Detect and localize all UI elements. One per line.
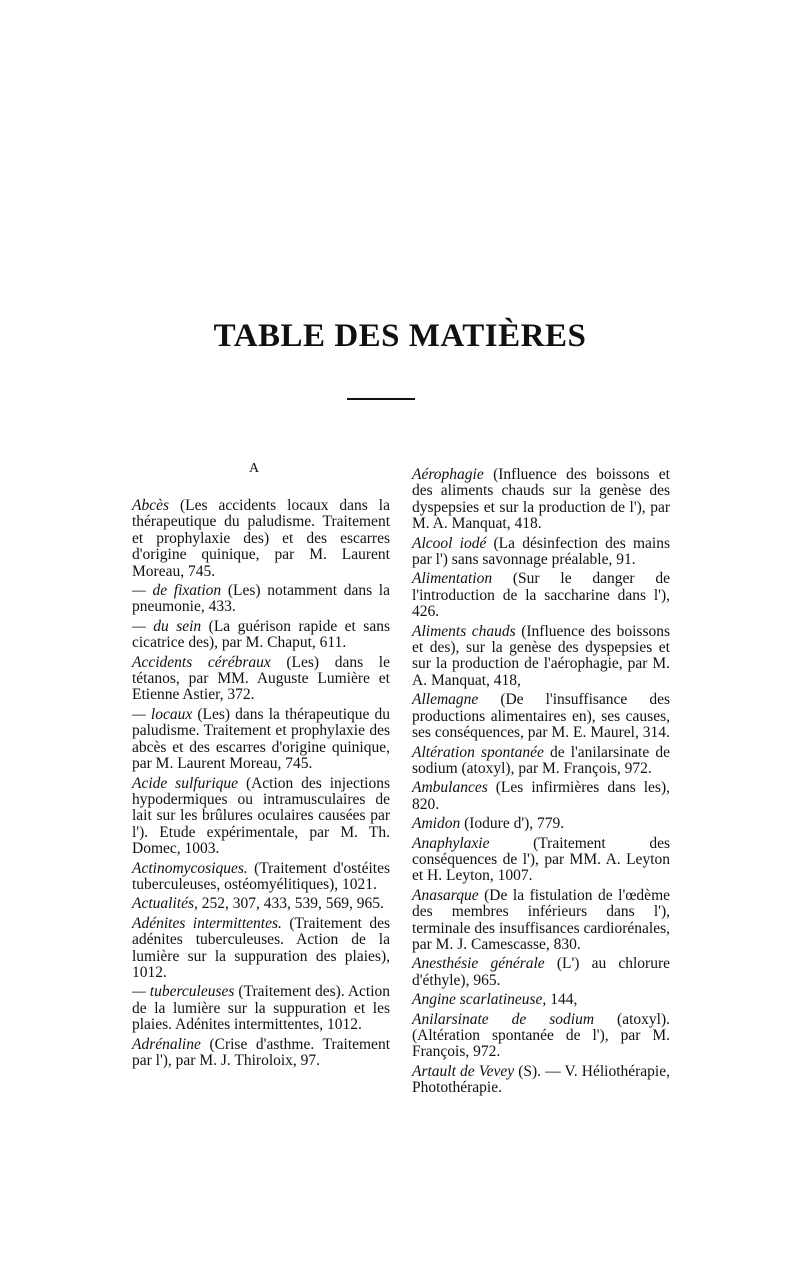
entry-text: (S). — V. Héliothérapie, Photothérapie.	[412, 1062, 670, 1097]
index-entry	[132, 619, 390, 652]
index-entry	[412, 571, 670, 620]
index-entry	[132, 984, 390, 1033]
entry-heading: Aérophagie	[412, 466, 484, 483]
entry-heading: Amidon	[412, 815, 461, 833]
entry-heading: — tuberculeuses	[132, 983, 235, 1001]
entry-text: (Influence des boissons et des aliments chauds sur la genèse des dyspepsies et sur la production de l'), par M. A. Manquat, 418.	[412, 466, 670, 533]
entry-text: (Les) dans la thérapeutique du paludisme. Traitement et prophylaxie des abcès et des escarres d'origine quinique, par M. Laurent Moreau, 745.	[132, 705, 390, 773]
entry-heading: Accidents cérébraux	[132, 653, 271, 671]
entry-heading: Anaphylaxie	[412, 834, 490, 852]
entry-text: (Traitement des). Action de la lumière sur la suppuration et les plaies. Adénites intermittentes, 1012.	[132, 983, 391, 1034]
index-entry	[412, 624, 670, 690]
entry-heading: Actualités,	[132, 895, 198, 913]
index-entry	[412, 780, 670, 813]
entry-text: 144,	[546, 991, 578, 1009]
index-entry	[132, 1037, 390, 1070]
entry-text: (atoxyl). (Altération spontanée de l'), par M. François, 972.	[412, 1010, 670, 1061]
index-entry	[412, 992, 670, 1008]
entry-text: (Les) dans le tétanos, par MM. Auguste Lumière et Etienne Astier, 372.	[132, 653, 390, 704]
index-entry	[132, 776, 390, 858]
entry-text: (Action des injections hypodermiques ou intramusculaires de lait sur les brûlures oculaires causées par l'). Etude expérimentale, par M. Th. Domec, 1003.	[132, 774, 390, 858]
entry-text: (De l'insuffisance des productions alimentaires en), ses causes, ses conséquences, par M. E. Maurel, 314.	[412, 691, 670, 742]
entry-text: (Les) notamment dans la pneumonie, 433.	[132, 582, 390, 616]
entry-text: (Influence des boissons et des), sur la genèse des dyspepsies et sur la production de l'aérophagie, par M. A. Manquat, 418,	[412, 622, 671, 689]
entry-heading: Alimentation	[412, 570, 493, 588]
entry-heading: Actinomycosiques.	[132, 859, 248, 877]
entry-text: (Traitement des adénites tuberculeuses. Action de la lumière sur la suppuration des plaies), 1012.	[132, 914, 391, 981]
entry-heading: Angine scarlatineuse,	[412, 991, 547, 1009]
index-entry	[132, 583, 390, 616]
entry-heading: Alcool iodé	[412, 534, 487, 552]
entry-heading: Anasarque	[412, 886, 479, 904]
entry-heading: Adénites intermittentes.	[132, 914, 282, 932]
entry-text: (Sur le danger de l'introduction de la saccharine dans l'), 426.	[412, 570, 670, 621]
entry-text: (L') au chlorure d'éthyle), 965.	[412, 955, 670, 989]
index-entry	[412, 745, 670, 778]
entry-heading: — locaux	[132, 705, 193, 723]
entry-text: (De la fistulation de l'œdème des membres inférieurs dans l'), terminale des insuffisances cardiorénales, par M. J. Camescasse, 830.	[412, 886, 670, 953]
entry-text: (Crise d'asthme. Traitement par l'), par M. J. Thiroloix, 97.	[132, 1035, 390, 1069]
entry-text: (Traitement des conséquences de l'), par MM. A. Leyton et H. Leyton, 1007.	[412, 834, 670, 885]
entry-heading: Adrénaline	[132, 1035, 201, 1053]
entry-text: (Les accidents locaux dans la thérapeutique du paludisme. Traitement et prophylaxie des) et des escarres d'origine quinique, par M. Laurent Moreau, 745.	[132, 497, 390, 580]
entry-heading: — du sein	[132, 617, 202, 635]
entry-heading: Abcès	[132, 497, 170, 514]
entry-text: (La désinfection des mains par l') sans savonnage préalable, 91.	[412, 534, 670, 569]
entry-heading: Allemagne	[412, 691, 479, 709]
index-entry	[412, 467, 670, 533]
index-entry	[132, 498, 390, 580]
entry-heading: Altération spontanée	[412, 743, 544, 761]
section-letter: A	[249, 461, 260, 476]
index-entry	[132, 861, 390, 894]
index-entry	[132, 707, 390, 773]
entry-text: de l'anilarsinate de sodium (atoxyl), par M. François, 972.	[412, 743, 670, 777]
entry-text: (Traitement d'ostéites tuberculeuses, ostéomyélitiques), 1021.	[132, 859, 390, 893]
entry-heading: Artault de Vevey	[412, 1062, 515, 1080]
index-entry	[412, 888, 670, 954]
entry-text: (Iodure d'), 779.	[460, 815, 565, 833]
index-entry	[412, 536, 670, 569]
index-entry	[412, 1012, 670, 1061]
index-entry	[412, 956, 670, 989]
entry-text: 252, 307, 433, 539, 569, 965.	[197, 895, 384, 913]
index-entry	[412, 692, 670, 741]
entry-heading: Anesthésie générale	[412, 955, 545, 973]
page-title: TABLE DES MATIÈRES	[213, 318, 587, 354]
entry-heading: Aliments chauds	[412, 622, 516, 640]
index-entry	[132, 916, 390, 982]
entry-heading: — de fixation	[132, 582, 222, 600]
right-column	[412, 467, 670, 1100]
entry-text: (Les infirmières dans les), 820.	[412, 779, 670, 813]
left-column	[132, 498, 390, 1072]
index-entry	[412, 1064, 670, 1097]
entry-heading: Anilarsinate de sodium	[412, 1010, 595, 1028]
entry-heading: Ambulances	[412, 779, 488, 797]
entry-heading: Acide sulfurique	[132, 774, 239, 792]
index-entry	[132, 655, 390, 704]
index-entry	[412, 836, 670, 885]
title-rule	[347, 398, 415, 400]
index-entry	[412, 816, 670, 832]
entry-text: (La guérison rapide et sans cicatrice des), par M. Chaput, 611.	[132, 617, 391, 652]
index-entry	[132, 896, 390, 912]
